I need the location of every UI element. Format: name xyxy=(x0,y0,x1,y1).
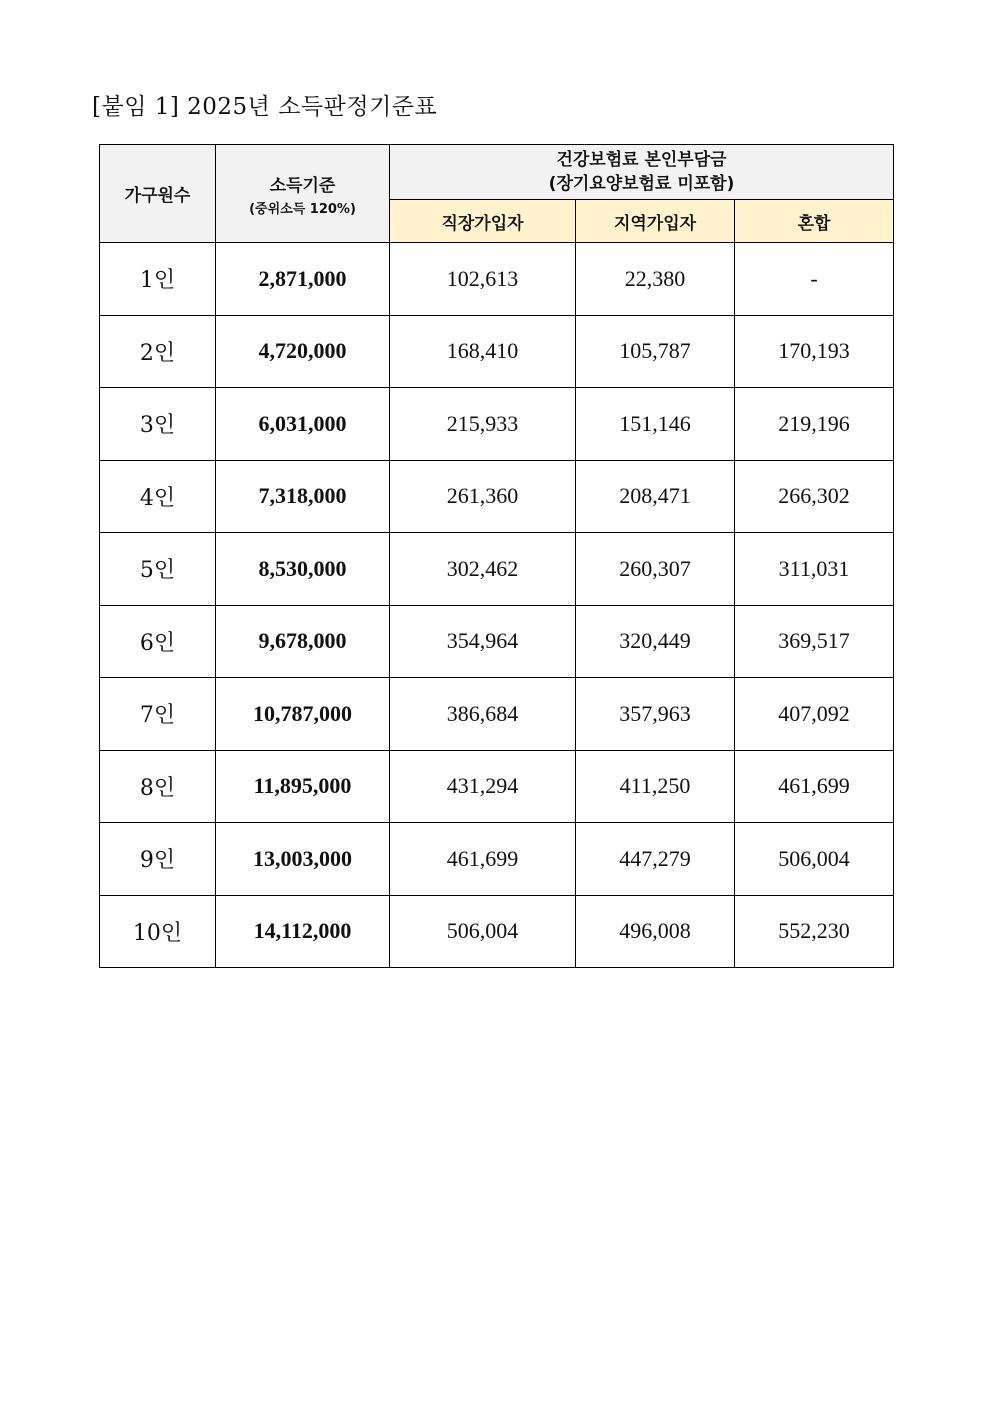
table-row xyxy=(100,388,894,461)
income-cell: 13,003,000 xyxy=(216,823,390,896)
income-cell: 8,530,000 xyxy=(216,533,390,606)
household-cell: 1인 xyxy=(100,243,216,316)
table-row xyxy=(100,460,894,533)
regional-premium-cell: 320,449 xyxy=(576,605,735,678)
household-cell: 6인 xyxy=(100,605,216,678)
header-mixed: 혼합 xyxy=(735,200,894,243)
table-row xyxy=(100,750,894,823)
regional-premium-cell: 496,008 xyxy=(576,895,735,968)
employee-premium-cell: 102,613 xyxy=(390,243,576,316)
mixed-premium-cell: 266,302 xyxy=(735,460,894,533)
header-income-label: 소득기준 xyxy=(269,175,336,196)
header-regional: 지역가입자 xyxy=(576,200,735,243)
household-cell: 10인 xyxy=(100,895,216,968)
header-income-criteria xyxy=(216,145,390,243)
income-cell: 2,871,000 xyxy=(216,243,390,316)
employee-premium-cell: 168,410 xyxy=(390,315,576,388)
mixed-premium-cell: 407,092 xyxy=(735,678,894,751)
regional-premium-cell: 151,146 xyxy=(576,388,735,461)
employee-premium-cell: 354,964 xyxy=(390,605,576,678)
header-premium-group xyxy=(390,145,894,200)
header-premium-line1: 건강보험료 본인부담금 xyxy=(556,150,727,170)
table-row xyxy=(100,533,894,606)
mixed-premium-cell: 506,004 xyxy=(735,823,894,896)
income-cell: 14,112,000 xyxy=(216,895,390,968)
regional-premium-cell: 411,250 xyxy=(576,750,735,823)
table-row xyxy=(100,823,894,896)
table-row xyxy=(100,678,894,751)
income-cell: 10,787,000 xyxy=(216,678,390,751)
table-row xyxy=(100,243,894,316)
household-cell: 2인 xyxy=(100,315,216,388)
page-title: [붙임 1] 2025년 소득판정기준표 xyxy=(92,94,438,120)
mixed-premium-cell: 219,196 xyxy=(735,388,894,461)
mixed-premium-cell: - xyxy=(735,243,894,316)
mixed-premium-cell: 552,230 xyxy=(735,895,894,968)
income-cell: 11,895,000 xyxy=(216,750,390,823)
mixed-premium-cell: 311,031 xyxy=(735,533,894,606)
header-employee: 직장가입자 xyxy=(390,200,576,243)
header-household-count: 가구원수 xyxy=(100,145,216,243)
mixed-premium-cell: 170,193 xyxy=(735,315,894,388)
regional-premium-cell: 208,471 xyxy=(576,460,735,533)
regional-premium-cell: 447,279 xyxy=(576,823,735,896)
employee-premium-cell: 431,294 xyxy=(390,750,576,823)
regional-premium-cell: 357,963 xyxy=(576,678,735,751)
regional-premium-cell: 22,380 xyxy=(576,243,735,316)
household-cell: 5인 xyxy=(100,533,216,606)
mixed-premium-cell: 461,699 xyxy=(735,750,894,823)
household-cell: 3인 xyxy=(100,388,216,461)
regional-premium-cell: 260,307 xyxy=(576,533,735,606)
income-cell: 4,720,000 xyxy=(216,315,390,388)
table-row xyxy=(100,605,894,678)
regional-premium-cell: 105,787 xyxy=(576,315,735,388)
employee-premium-cell: 386,684 xyxy=(390,678,576,751)
header-premium-line2: (장기요양보험료 미포함) xyxy=(548,174,735,194)
income-cell: 6,031,000 xyxy=(216,388,390,461)
employee-premium-cell: 215,933 xyxy=(390,388,576,461)
table-row xyxy=(100,315,894,388)
household-cell: 7인 xyxy=(100,678,216,751)
income-cell: 9,678,000 xyxy=(216,605,390,678)
employee-premium-cell: 461,699 xyxy=(390,823,576,896)
household-cell: 4인 xyxy=(100,460,216,533)
employee-premium-cell: 261,360 xyxy=(390,460,576,533)
household-cell: 9인 xyxy=(100,823,216,896)
header-income-note: (중위소득 120%) xyxy=(249,201,356,217)
household-cell: 8인 xyxy=(100,750,216,823)
table-row xyxy=(100,895,894,968)
income-cell: 7,318,000 xyxy=(216,460,390,533)
employee-premium-cell: 506,004 xyxy=(390,895,576,968)
income-criteria-table xyxy=(99,144,894,968)
table-body xyxy=(100,243,894,968)
mixed-premium-cell: 369,517 xyxy=(735,605,894,678)
employee-premium-cell: 302,462 xyxy=(390,533,576,606)
